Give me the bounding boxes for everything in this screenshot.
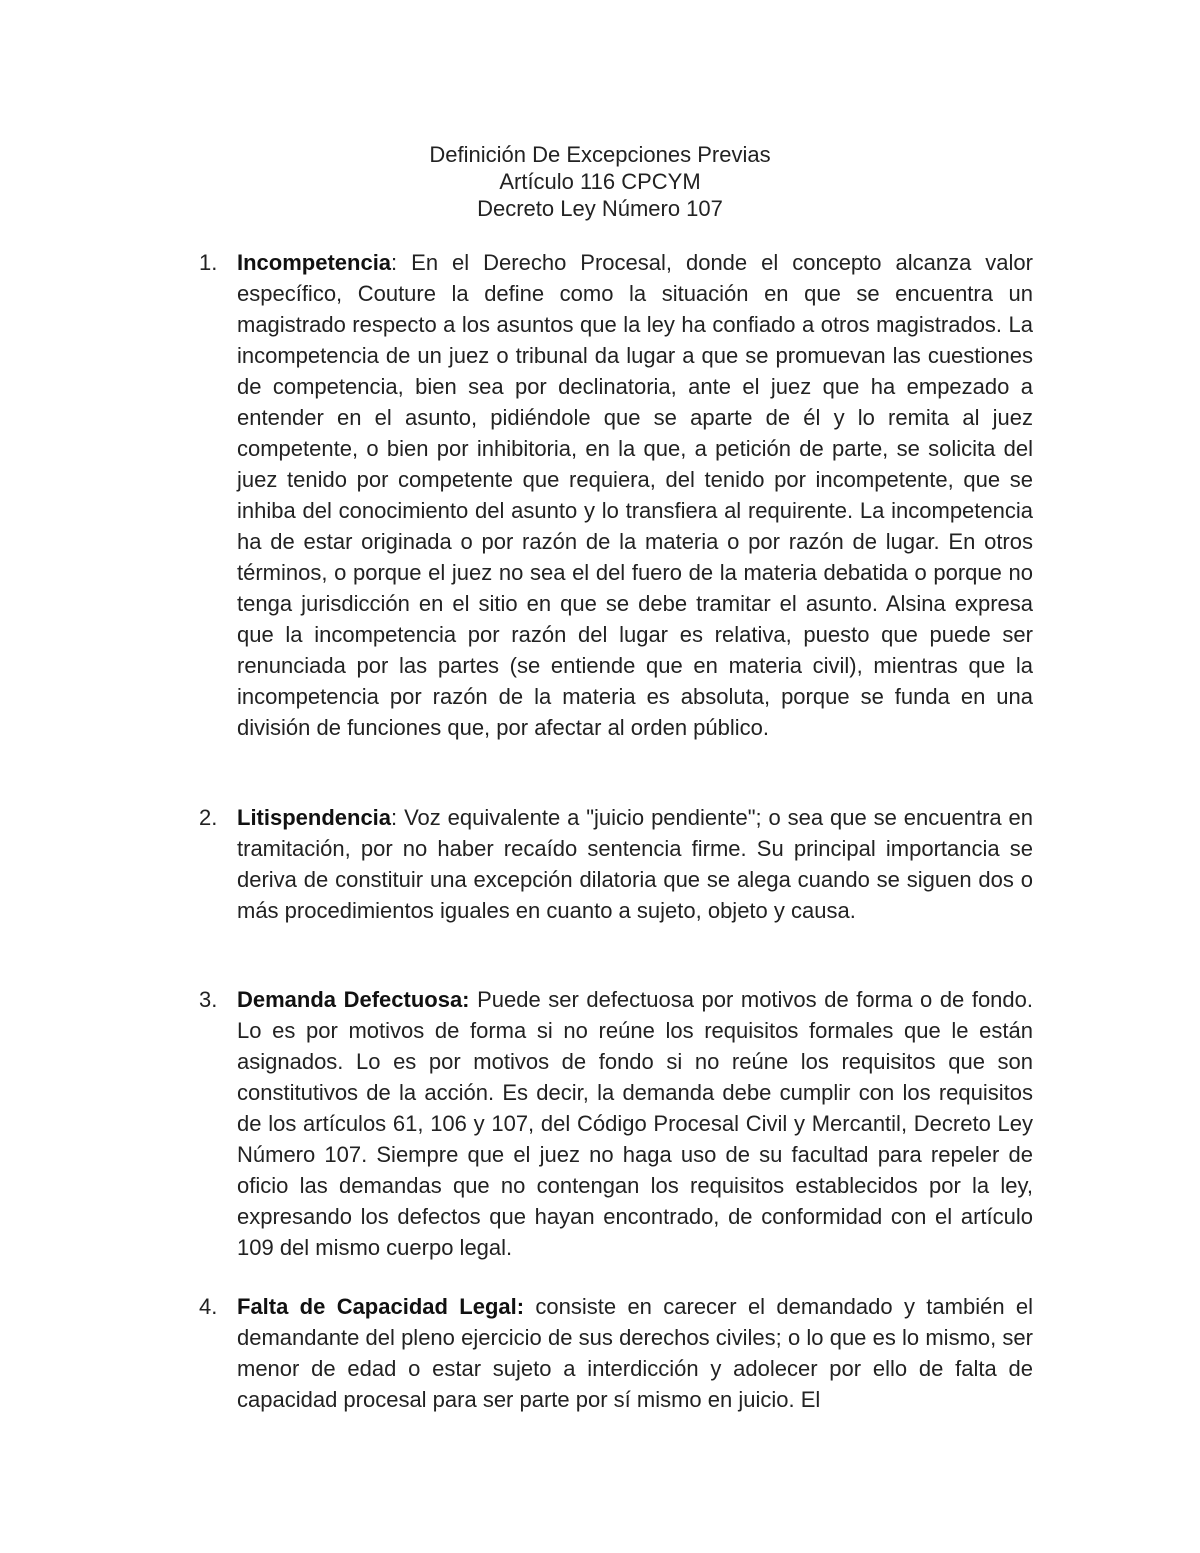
list-item-term: Falta de Capacidad Legal: [237, 1294, 525, 1319]
document-title: Definición De Excepciones Previas [429, 142, 771, 167]
list-item-paragraph [237, 802, 1033, 926]
list-item-text: En el Derecho Procesal, donde el concepto alcanza valor específico, Couture la define como la situación en que se encuentra un magistrado respecto a los asuntos que la ley ha confiado a otros magistrados. La incompetencia de un juez o tribunal da lugar a que se promuevan las cuestiones de competencia, bien sea por declinatoria, ante el juez que ha empezado a entender en el asunto, pidiéndole que se aparte de él y lo remita al juez competente, o bien por inhibitoria, en la que, a petición de parte, se solicita del juez tenido por competente que requiera, del tenido por incompetente, que se inhiba del conocimiento del asunto y lo transfiera al requirente. La incompetencia ha de estar originada o por razón de la materia o por razón de lugar. En otros términos, o porque el juez no sea el del fuero de la materia debatida o porque no tenga jurisdicción en el sitio en que se debe tramitar el asunto. Alsina expresa que la incompetencia por razón del lugar es relativa, puesto que puede ser renunciada por las partes (se entiende que en materia civil), mientras que la incompetencia por razón de la materia es absoluta, porque se funda en una división de funciones que, por afectar al orden público. [237, 250, 1033, 740]
list-item-number: 4. [199, 1294, 218, 1319]
list-item-separator: : [391, 250, 398, 275]
list-item-term: Demanda Defectuosa: [237, 987, 470, 1012]
list-item-paragraph [237, 247, 1033, 743]
list-item-term: Incompetencia [237, 250, 392, 275]
list-item-separator: : [391, 805, 398, 830]
list-item-text: Voz equivalente a "juicio pendiente"; o sea que se encuentra en tramitación, por no haber recaído sentencia firme. Su principal importancia se deriva de constituir una excepción dilatoria que se alega cuando se siguen dos o más procedimientos iguales en cuanto a sujeto, objeto y causa. [237, 805, 1033, 923]
list-item-text: consiste en carecer el demandado y también el demandante del pleno ejercicio de sus derechos civiles; o lo que es lo mismo, ser menor de edad o estar sujeto a interdicción y adolecer por ello de falta de capacidad procesal para ser parte por sí mismo en juicio. El [237, 1294, 1034, 1412]
list-item-number: 1. [199, 250, 218, 275]
list-item-term: Litispendencia [237, 805, 392, 830]
list-item-number: 3. [199, 987, 218, 1012]
document-decree: Decreto Ley Número 107 [477, 196, 723, 221]
document-article: Artículo 116 CPCYM [499, 169, 701, 194]
list-item-paragraph [237, 1291, 1033, 1415]
list-item-text: Puede ser defectuosa por motivos de forma o de fondo. Lo es por motivos de forma si no reúne los requisitos formales que le están asignados. Lo es por motivos de fondo si no reúne los requisitos que son constitutivos de la acción. Es decir, la demanda debe cumplir con los requisitos de los artículos 61, 106 y 107, del Código Procesal Civil y Mercantil, Decreto Ley Número 107. Siempre que el juez no haga uso de su facultad para repeler de oficio las demandas que no contengan los requisitos establecidos por la ley, expresando los defectos que hayan encontrado, de conformidad con el artículo 109 del mismo cuerpo legal. [237, 987, 1033, 1260]
list-item-paragraph [237, 984, 1033, 1263]
list-item-number: 2. [199, 805, 218, 830]
